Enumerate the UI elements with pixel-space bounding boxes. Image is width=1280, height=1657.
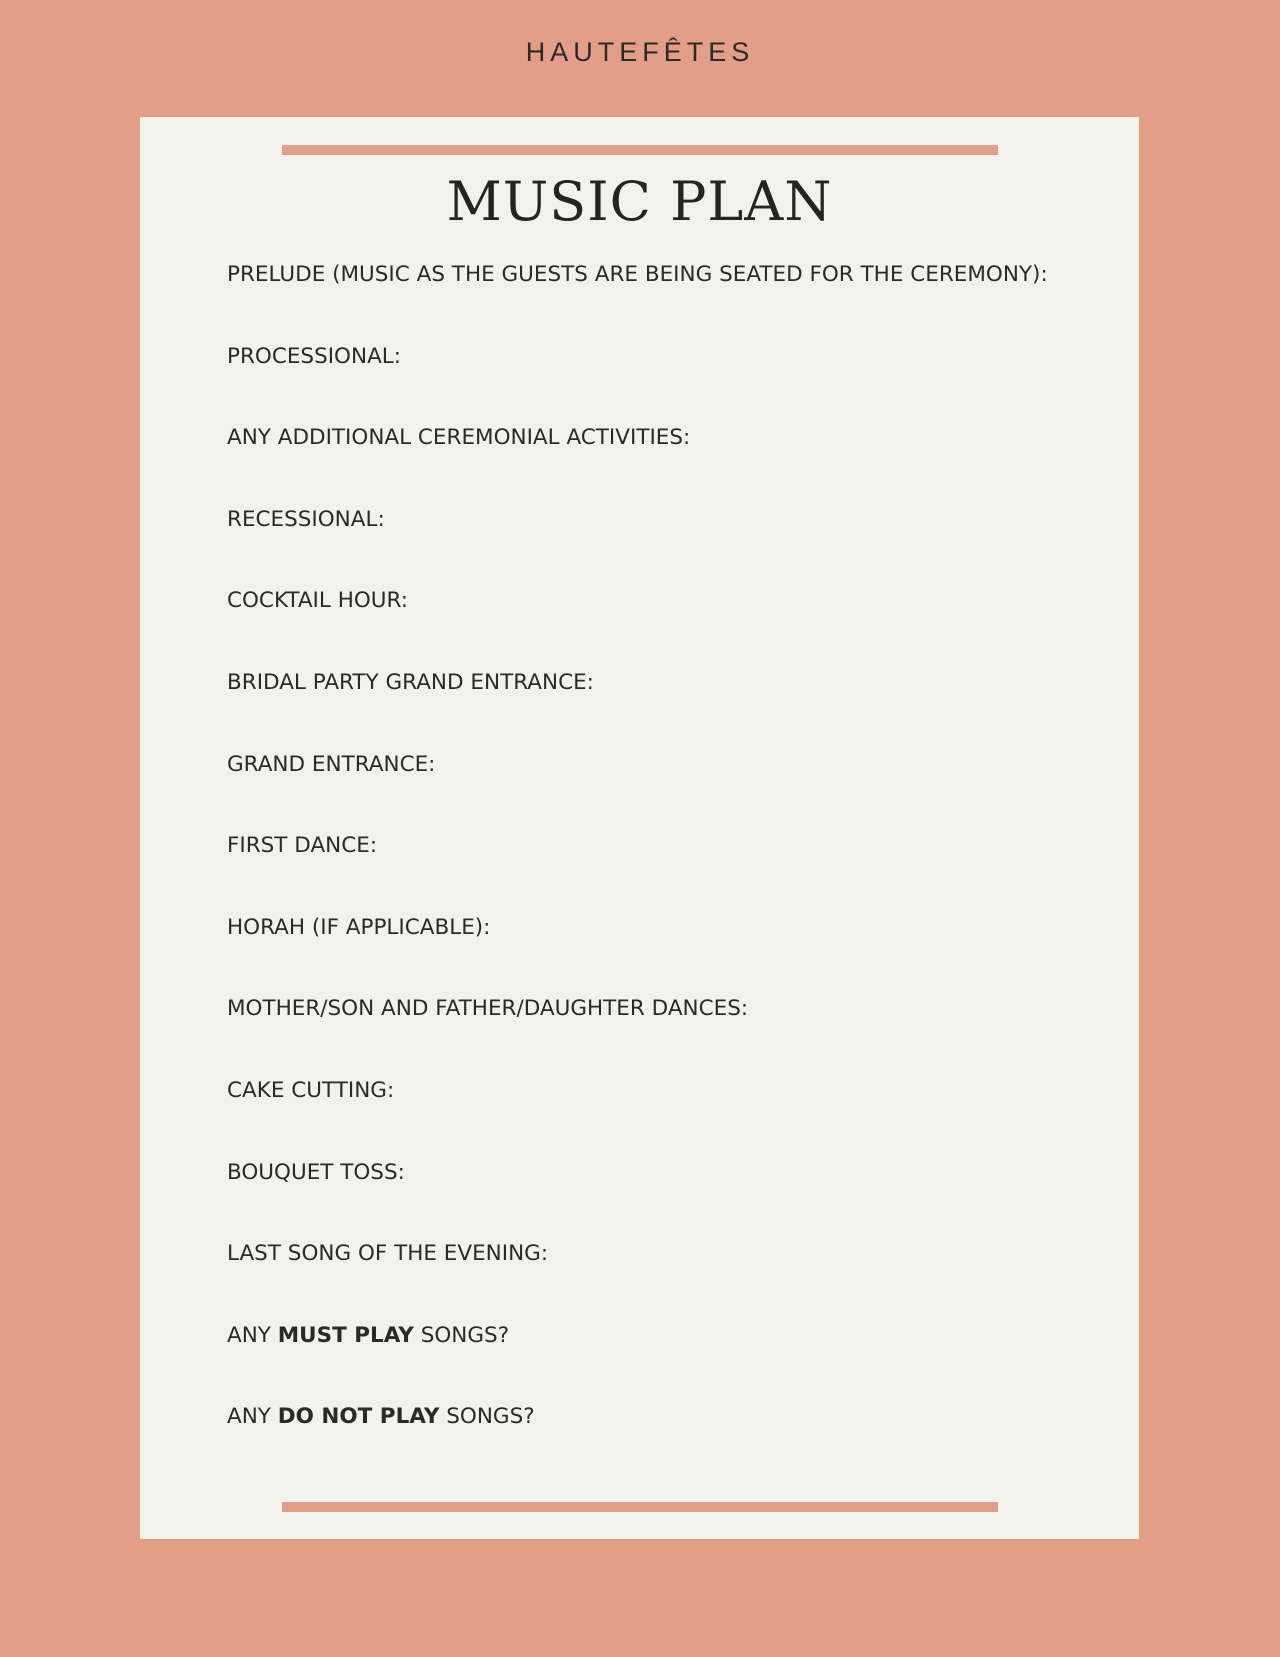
list-item-bridal-party-entrance: BRIDAL PARTY GRAND ENTRANCE: (227, 669, 594, 695)
page-title: MUSIC PLAN (446, 170, 833, 233)
must-play-prefix: ANY (227, 1322, 271, 1348)
must-play-suffix: SONGS? (420, 1322, 510, 1348)
must-play-emphasis: MUST PLAY (277, 1322, 414, 1348)
bottom-divider (282, 1502, 998, 1512)
list-item-bouquet-toss: BOUQUET TOSS: (227, 1159, 405, 1185)
do-not-play-prefix: ANY (227, 1404, 271, 1430)
list-item-last-song: LAST SONG OF THE EVENING: (227, 1241, 549, 1267)
list-item-recessional: RECESSIONAL: (227, 506, 385, 532)
music-plan-list (227, 262, 1107, 1486)
brand-logo: HAUTEFÊTES (525, 37, 755, 67)
list-item-horah: HORAH (IF APPLICABLE): (227, 914, 491, 940)
do-not-play-emphasis: DO NOT PLAY (277, 1404, 440, 1430)
list-item-prelude: PRELUDE (MUSIC AS THE GUESTS ARE BEING SEATED FOR THE CEREMONY): (227, 262, 1048, 287)
top-divider (282, 145, 998, 155)
list-item-processional: PROCESSIONAL: (227, 343, 401, 369)
list-item-parent-dances: MOTHER/SON AND FATHER/DAUGHTER DANCES: (227, 996, 749, 1022)
do-not-play-suffix: SONGS? (446, 1404, 535, 1430)
list-item-first-dance: FIRST DANCE: (227, 833, 378, 859)
list-item-ceremonial-activities: ANY ADDITIONAL CEREMONIAL ACTIVITIES: (227, 425, 691, 451)
list-item-grand-entrance: GRAND ENTRANCE: (227, 751, 436, 777)
list-item-must-play (227, 1323, 1107, 1405)
music-plan-card (140, 117, 1139, 1539)
list-item-do-not-play (227, 1404, 1107, 1486)
list-item-cocktail-hour: COCKTAIL HOUR: (227, 588, 409, 614)
list-item-cake-cutting: CAKE CUTTING: (227, 1077, 395, 1103)
